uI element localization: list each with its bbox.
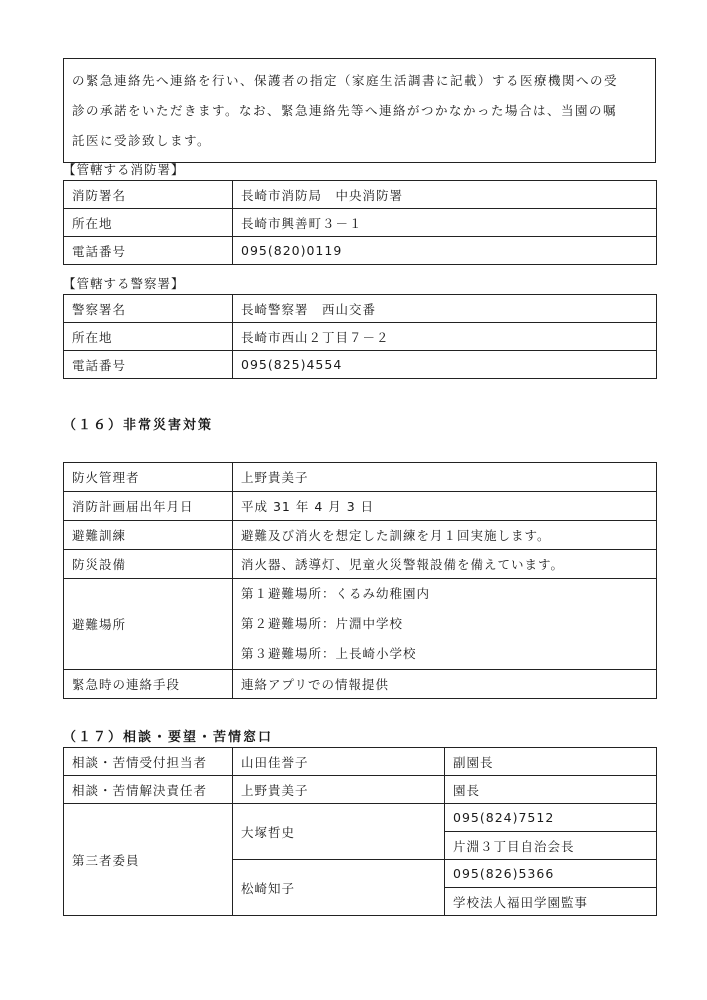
fire-phone-value: 095(820)0119 — [233, 237, 657, 265]
intro-line: 診の承諾をいただきます。なお、緊急連絡先等へ連絡がつかなかった場合は、当園の嘱 — [72, 103, 618, 118]
police-address-value: 長崎市西山２丁目７－２ — [233, 323, 657, 351]
resolver-label: 相談・苦情解決責任者 — [64, 776, 233, 804]
fire-address-value: 長崎市興善町３－１ — [233, 209, 657, 237]
fire-plan-date-label: 消防計画届出年月日 — [64, 492, 233, 521]
police-address-label: 所在地 — [64, 323, 233, 351]
table-row — [64, 492, 657, 521]
evacuation-places — [233, 579, 657, 670]
intro-line: 託医に受診致します。 — [72, 133, 212, 148]
receiver-role: 副園長 — [445, 748, 657, 776]
table-row — [64, 670, 657, 699]
disaster-table — [63, 462, 657, 699]
emergency-contact-label: 緊急時の連絡手段 — [64, 670, 233, 699]
fire-name-label: 消防署名 — [64, 181, 233, 209]
table-row — [64, 237, 657, 265]
equipment-value: 消火器、誘導灯、児童火災警報設備を備えています。 — [233, 550, 657, 579]
table-row — [64, 323, 657, 351]
table-row — [64, 579, 657, 670]
intro-line: の緊急連絡先へ連絡を行い、保護者の指定（家庭生活調書に記載）する医療機関への受 — [72, 73, 619, 88]
table-row — [64, 181, 657, 209]
emergency-contact-value: 連絡アプリでの情報提供 — [233, 670, 657, 699]
resolver-name: 上野貴美子 — [233, 776, 445, 804]
police-phone-value: 095(825)4554 — [233, 351, 657, 379]
consult-section-title: （１７）相談・要望・苦情窓口 — [63, 730, 274, 745]
equipment-label: 防災設備 — [64, 550, 233, 579]
receiver-label: 相談・苦情受付担当者 — [64, 748, 233, 776]
fire-phone-label: 電話番号 — [64, 237, 233, 265]
fire-manager-value: 上野貴美子 — [233, 463, 657, 492]
table-row — [64, 209, 657, 237]
receiver-name: 山田佳誉子 — [233, 748, 445, 776]
table-row — [64, 550, 657, 579]
table-row — [64, 521, 657, 550]
table-row — [64, 776, 657, 804]
third-party-name: 松崎知子 — [233, 860, 445, 916]
evacuation-label: 避難場所 — [64, 579, 233, 670]
police-name-label: 警察署名 — [64, 295, 233, 323]
evacuation-place: 第３避難場所：上長崎小学校 — [241, 646, 417, 661]
fire-name-value: 長崎市消防局 中央消防署 — [233, 181, 657, 209]
third-party-phone: 095(826)5366 — [445, 860, 657, 888]
fire-station-heading: 【管轄する消防署】 — [63, 162, 185, 177]
police-phone-label: 電話番号 — [64, 351, 233, 379]
evacuation-place: 第２避難場所：片淵中学校 — [241, 616, 404, 631]
fire-address-label: 所在地 — [64, 209, 233, 237]
fire-plan-date-value: 平成 31 年 4 月 3 日 — [233, 492, 657, 521]
third-party-label: 第三者委員 — [64, 804, 233, 916]
table-row — [64, 351, 657, 379]
police-name-value: 長崎警察署 西山交番 — [233, 295, 657, 323]
police-station-heading: 【管轄する警察署】 — [63, 276, 185, 291]
table-row — [64, 295, 657, 323]
fire-manager-label: 防火管理者 — [64, 463, 233, 492]
intro-box — [63, 58, 656, 163]
intro-text — [64, 59, 656, 163]
third-party-role: 学校法人福田学園監事 — [445, 888, 657, 916]
fire-station-table — [63, 180, 657, 265]
police-station-table — [63, 294, 657, 379]
table-row — [64, 804, 657, 832]
evacuation-place: 第１避難場所：くるみ幼稚園内 — [241, 586, 431, 601]
third-party-role: 片淵３丁目自治会長 — [445, 832, 657, 860]
table-row — [64, 463, 657, 492]
third-party-name: 大塚哲史 — [233, 804, 445, 860]
consult-table — [63, 747, 657, 916]
third-party-phone: 095(824)7512 — [445, 804, 657, 832]
resolver-role: 園長 — [445, 776, 657, 804]
table-row — [64, 748, 657, 776]
drill-value: 避難及び消火を想定した訓練を月１回実施します。 — [233, 521, 657, 550]
drill-label: 避難訓練 — [64, 521, 233, 550]
disaster-section-title: （１６）非常災害対策 — [63, 418, 214, 433]
